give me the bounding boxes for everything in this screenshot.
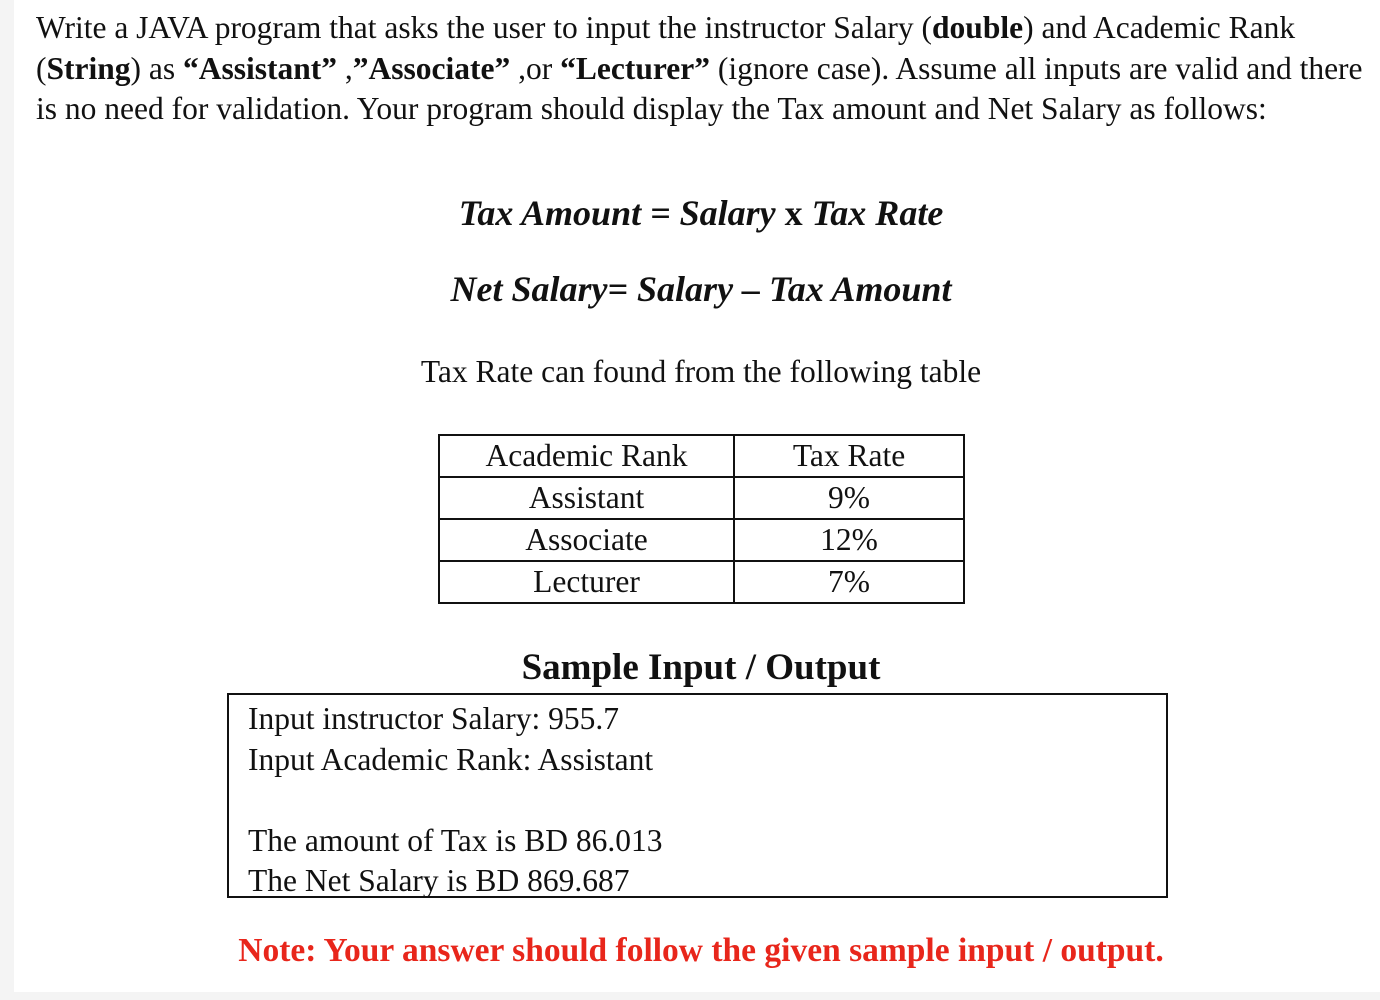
intro-text-1: Write a JAVA program that asks the user to input the instructor Salary ( bbox=[36, 10, 933, 45]
table-header-row bbox=[439, 435, 964, 477]
sample-io-box bbox=[227, 693, 1168, 898]
intro-bold-lecturer: “Lecturer” bbox=[560, 50, 710, 86]
intro-text-2: ) and Academic Rank ( bbox=[36, 10, 1296, 86]
table-row bbox=[439, 477, 964, 519]
sample-output-tax: The amount of Tax is BD 86.013 bbox=[248, 822, 663, 858]
header-tax-rate: Tax Rate bbox=[734, 435, 964, 477]
bottom-margin-strip bbox=[0, 992, 1380, 1000]
tax-amount-formula-rhs: Tax Rate bbox=[811, 193, 944, 233]
tax-amount-formula-lhs: Tax Amount = Salary bbox=[458, 193, 776, 233]
intro-text-6: (ignore case). Assume all inputs are valid and there is no need for validation. Your program should display the Tax amount and Net Salary as follows: bbox=[36, 50, 1363, 126]
left-margin-strip bbox=[0, 0, 14, 1000]
tax-rate-table bbox=[438, 434, 965, 604]
table-row bbox=[439, 519, 964, 561]
rank-cell: Associate bbox=[439, 519, 734, 561]
problem-statement bbox=[36, 8, 1372, 130]
rank-cell: Assistant bbox=[439, 477, 734, 519]
intro-text-5: ,or bbox=[510, 50, 561, 86]
intro-text-3: ) as bbox=[130, 50, 183, 86]
rate-cell: 9% bbox=[734, 477, 964, 519]
tax-amount-formula bbox=[0, 192, 1380, 234]
note-text: Note: Your answer should follow the given sample input / output. bbox=[238, 932, 1164, 969]
table-caption: Tax Rate can found from the following table bbox=[420, 354, 982, 389]
rate-cell: 7% bbox=[734, 561, 964, 603]
sample-io-title: Sample Input / Output bbox=[521, 647, 881, 688]
header-academic-rank: Academic Rank bbox=[439, 435, 734, 477]
intro-bold-string: String bbox=[46, 50, 131, 86]
intro-text-4: , bbox=[337, 50, 353, 86]
sample-input-salary: Input instructor Salary: 955.7 bbox=[248, 701, 619, 736]
sample-output-net: The Net Salary is BD 869.687 bbox=[248, 863, 630, 898]
rank-cell: Lecturer bbox=[439, 561, 734, 603]
intro-bold-associate: ”Associate” bbox=[352, 50, 511, 86]
net-salary-formula: Net Salary= Salary – Tax Amount bbox=[450, 269, 952, 309]
rate-cell: 12% bbox=[734, 519, 964, 561]
multiply-sign: x bbox=[775, 193, 812, 233]
intro-bold-assistant: “Assistant” bbox=[183, 50, 338, 86]
intro-bold-double: double bbox=[932, 10, 1024, 45]
table-row bbox=[439, 561, 964, 603]
sample-blank-line bbox=[248, 780, 1166, 821]
sample-input-rank: Input Academic Rank: Assistant bbox=[248, 741, 654, 777]
